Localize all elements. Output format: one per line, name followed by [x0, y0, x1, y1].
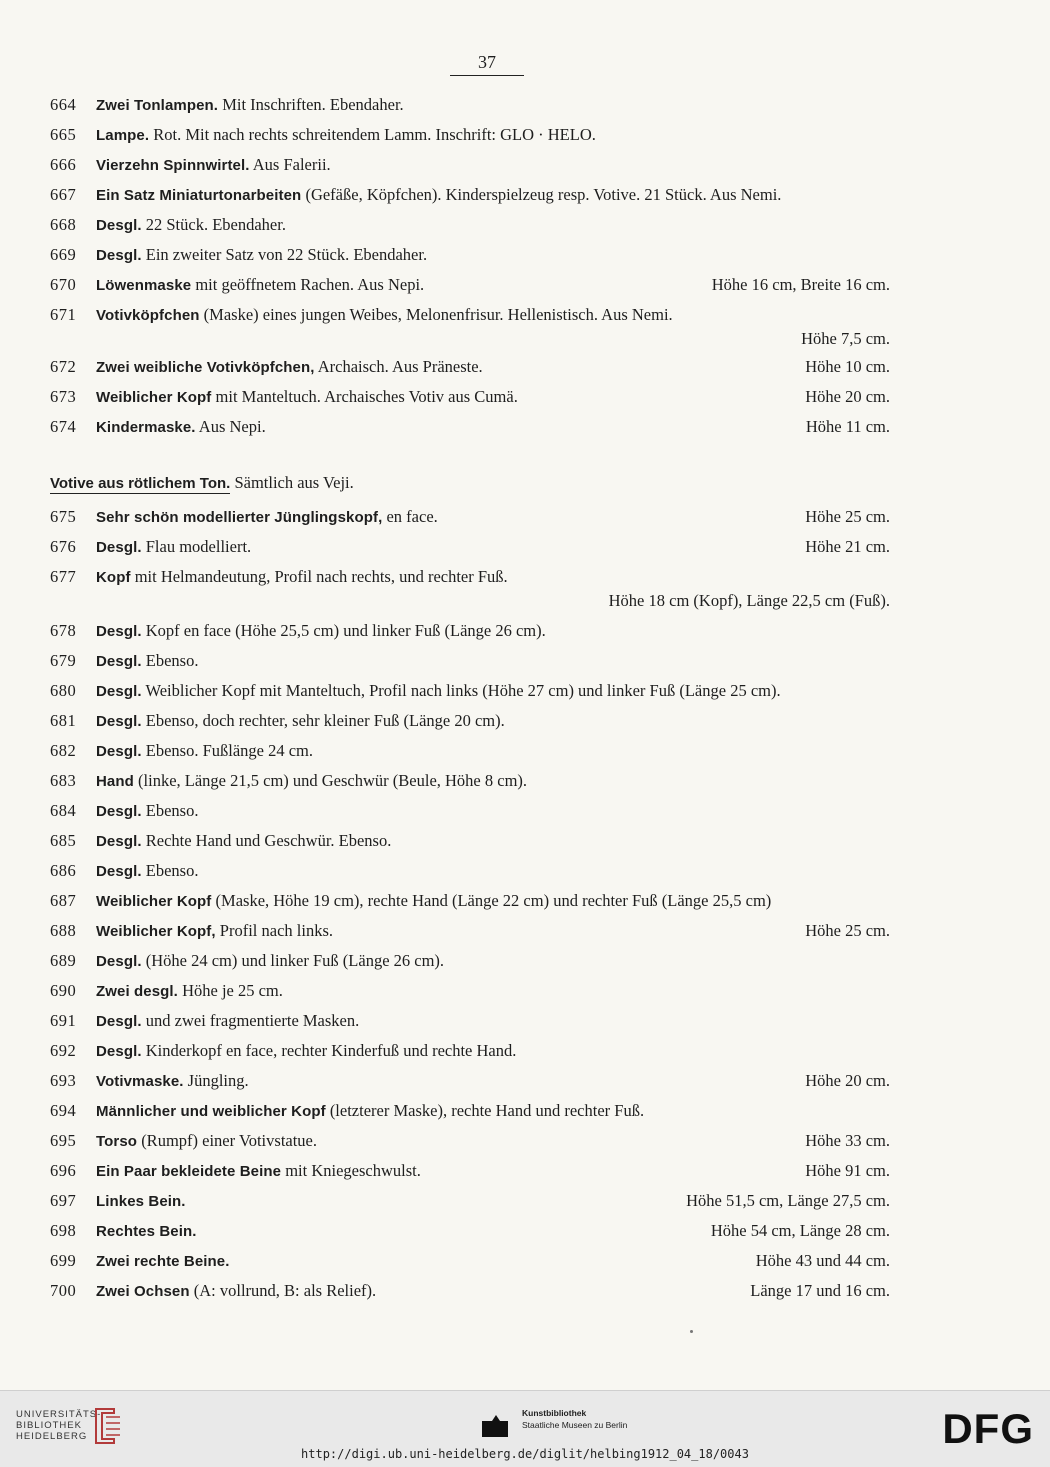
page-number: 37	[450, 52, 524, 76]
entry-description	[96, 1130, 317, 1153]
entry-number: 672	[50, 357, 77, 376]
entry-text: mit Helmandeutung, Profil nach rechts, und rechter Fuß.	[130, 567, 508, 586]
section-heading	[50, 472, 354, 495]
catalog-entry	[0, 416, 1050, 438]
entry-text: Aus Falerii.	[249, 155, 331, 174]
entry-number: 674	[50, 417, 77, 436]
entry-description	[96, 124, 596, 147]
entry-number: 676	[50, 537, 77, 556]
catalog-entry	[0, 830, 1050, 852]
entry-number: 687	[50, 891, 77, 910]
entry-measurement: Höhe 25 cm.	[805, 507, 890, 526]
entry-number: 695	[50, 1131, 77, 1150]
entry-text: und zwei fragmentierte Masken.	[141, 1011, 360, 1030]
entry-text: mit Manteltuch. Archaisches Votiv aus Cumä.	[211, 387, 518, 406]
catalog-entry	[0, 860, 1050, 882]
entry-text: Profil nach links.	[215, 921, 333, 940]
entry-number: 698	[50, 1221, 77, 1240]
entry-title: Ein Satz Miniaturtonarbeiten	[96, 187, 302, 204]
entry-title: Weiblicher Kopf,	[96, 923, 216, 940]
entry-text: (letzterer Maske), rechte Hand und rechter Fuß.	[325, 1101, 645, 1120]
entry-title: Kopf	[96, 569, 131, 586]
catalog-entry	[0, 304, 1050, 326]
catalog-entry	[0, 244, 1050, 266]
entry-description	[96, 980, 283, 1003]
entry-description	[96, 244, 427, 267]
entry-description	[96, 1190, 186, 1213]
entry-text: Rot. Mit nach rechts schreitendem Lamm. Inschrift: GLO · HELO.	[149, 125, 596, 144]
entry-title: Kindermaske.	[96, 419, 196, 436]
entry-measurement: Höhe 33 cm.	[805, 1131, 890, 1150]
kb-subtitle: Staatliche Museen zu Berlin	[522, 1420, 628, 1430]
entry-description	[96, 620, 546, 643]
catalog-entry	[0, 950, 1050, 972]
entry-title: Desgl.	[96, 863, 142, 880]
catalog-entry	[0, 1070, 1050, 1092]
entry-number: 677	[50, 567, 77, 586]
entry-description	[96, 920, 333, 943]
catalog-entry	[0, 1160, 1050, 1182]
entry-description	[96, 416, 266, 439]
entry-number: 696	[50, 1161, 77, 1180]
entry-title: Desgl.	[96, 1043, 142, 1060]
entry-title: Weiblicher Kopf	[96, 893, 212, 910]
entry-text: Jüngling.	[183, 1071, 249, 1090]
entry-title: Desgl.	[96, 247, 142, 264]
catalog-entry	[0, 506, 1050, 528]
entry-text: Weiblicher Kopf mit Manteltuch, Profil nach links (Höhe 27 cm) und linker Fuß (Länge 25 cm).	[141, 681, 781, 700]
catalog-entry	[0, 1010, 1050, 1032]
catalog-entry	[0, 94, 1050, 116]
catalog-entry	[0, 620, 1050, 642]
catalog-entry	[0, 1220, 1050, 1242]
entry-number: 678	[50, 621, 77, 640]
entry-number: 668	[50, 215, 77, 234]
entry-title: Desgl.	[96, 833, 142, 850]
entry-title: Desgl.	[96, 217, 142, 234]
catalog-entry	[0, 356, 1050, 378]
entry-number: 686	[50, 861, 77, 880]
entry-number: 671	[50, 305, 77, 324]
entry-description	[96, 154, 331, 177]
entry-description	[96, 184, 781, 207]
entry-description	[96, 950, 444, 973]
entry-description	[96, 1040, 516, 1063]
entry-description	[96, 566, 508, 589]
entry-description	[96, 506, 438, 529]
entry-description	[96, 1100, 644, 1123]
entry-title: Desgl.	[96, 803, 142, 820]
entry-number: 689	[50, 951, 77, 970]
catalog-entry	[0, 386, 1050, 408]
entry-text: (linke, Länge 21,5 cm) und Geschwür (Beule, Höhe 8 cm).	[133, 771, 528, 790]
entry-description	[96, 94, 404, 117]
catalog-entry	[0, 566, 1050, 588]
entry-measurement: Höhe 10 cm.	[805, 357, 890, 376]
entry-number: 688	[50, 921, 77, 940]
catalog-entry	[0, 680, 1050, 702]
catalog-entry	[0, 154, 1050, 176]
entry-measurement: Höhe 54 cm, Länge 28 cm.	[710, 1221, 890, 1240]
entry-measurement: Länge 17 und 16 cm.	[750, 1281, 890, 1300]
entry-number: 683	[50, 771, 77, 790]
entry-text: (Rumpf) einer Votivstatue.	[137, 1131, 318, 1150]
entry-title: Zwei rechte Beine.	[96, 1253, 230, 1270]
entry-text: (Gefäße, Köpfchen). Kinderspielzeug resp. Votive. 21 Stück. Aus Nemi.	[301, 185, 782, 204]
uni-logo-line1: UNIVERSITÄTS-	[16, 1409, 102, 1420]
entry-number: 664	[50, 95, 77, 114]
uni-logo-line2: BIBLIOTHEK	[16, 1420, 82, 1431]
entry-description	[96, 740, 313, 763]
catalog-entry	[0, 770, 1050, 792]
catalog-entry	[0, 920, 1050, 942]
catalog-entry	[0, 214, 1050, 236]
catalog-entry	[0, 184, 1050, 206]
entry-title: Desgl.	[96, 953, 142, 970]
entry-title: Linkes Bein.	[96, 1193, 186, 1210]
catalog-entry	[0, 1130, 1050, 1152]
entry-description	[96, 770, 527, 793]
catalog-entry	[0, 1280, 1050, 1302]
entry-text: Ebenso. Fußlänge 24 cm.	[141, 741, 314, 760]
entry-title: Vierzehn Spinnwirtel.	[96, 157, 250, 174]
entry-description	[96, 800, 198, 823]
entry-text: Ein zweiter Satz von 22 Stück. Ebendaher.	[141, 245, 428, 264]
catalog-entry	[0, 890, 1050, 912]
catalog-entry	[0, 1190, 1050, 1212]
entry-description	[96, 650, 198, 673]
entry-text: Mit Inschriften. Ebendaher.	[218, 95, 404, 114]
entry-continuation	[0, 328, 1050, 350]
entry-number: 667	[50, 185, 77, 204]
entry-number: 693	[50, 1071, 77, 1090]
catalog-entry	[0, 1250, 1050, 1272]
entry-title: Desgl.	[96, 743, 142, 760]
entry-text: Kinderkopf en face, rechter Kinderfuß und rechte Hand.	[141, 1041, 517, 1060]
entry-description	[96, 1220, 197, 1243]
entry-title: Torso	[96, 1133, 138, 1150]
entry-description	[96, 860, 198, 883]
entry-title: Zwei weibliche Votivköpfchen,	[96, 359, 315, 376]
permalink-url[interactable]: http://digi.ub.uni-heidelberg.de/diglit/helbing1912_04_18/0043	[301, 1447, 749, 1461]
entry-measurement: Höhe 20 cm.	[805, 1071, 890, 1090]
speck	[690, 1330, 693, 1333]
catalog-entry	[0, 124, 1050, 146]
entry-title: Desgl.	[96, 539, 142, 556]
entry-number: 675	[50, 507, 77, 526]
footer-bar	[0, 1390, 1050, 1467]
entry-text: Ebenso, doch rechter, sehr kleiner Fuß (Länge 20 cm).	[141, 711, 505, 730]
entry-title: Desgl.	[96, 1013, 142, 1030]
entry-measurement: Höhe 16 cm, Breite 16 cm.	[711, 275, 890, 294]
entry-text: Kopf en face (Höhe 25,5 cm) und linker Fuß (Länge 26 cm).	[141, 621, 546, 640]
catalog-entry	[0, 710, 1050, 732]
entry-number: 682	[50, 741, 77, 760]
entry-description	[96, 680, 781, 703]
entry-text: mit geöffnetem Rachen. Aus Nepi.	[191, 275, 425, 294]
entry-description	[96, 386, 518, 409]
entry-measurement: Höhe 20 cm.	[805, 387, 890, 406]
entry-title: Zwei Ochsen	[96, 1283, 190, 1300]
entry-text: 22 Stück. Ebendaher.	[141, 215, 286, 234]
entry-text: (Höhe 24 cm) und linker Fuß (Länge 26 cm).	[141, 951, 445, 970]
kb-name: Kunstbibliothek	[522, 1408, 587, 1418]
entry-measurement: Höhe 91 cm.	[805, 1161, 890, 1180]
entry-description	[96, 214, 286, 237]
entry-title: Löwenmaske	[96, 277, 192, 294]
section-title: Votive aus rötlichem Ton.	[50, 475, 231, 492]
entry-measurement: Höhe 7,5 cm.	[801, 329, 890, 348]
entry-text: Aus Nepi.	[195, 417, 266, 436]
entry-text: Flau modelliert.	[141, 537, 252, 556]
entry-number: 700	[50, 1281, 77, 1300]
entry-description	[96, 304, 673, 327]
dfg-logo[interactable]: DFG	[942, 1405, 1034, 1452]
catalog-entry	[0, 1040, 1050, 1062]
entry-number: 665	[50, 125, 77, 144]
entry-title: Weiblicher Kopf	[96, 389, 212, 406]
entry-text: Ebenso.	[141, 801, 199, 820]
entry-number: 684	[50, 801, 77, 820]
entry-title: Lampe.	[96, 127, 150, 144]
entry-description	[96, 890, 771, 913]
entry-number: 697	[50, 1191, 77, 1210]
entry-number: 670	[50, 275, 77, 294]
entry-description	[96, 1250, 230, 1273]
entry-title: Desgl.	[96, 683, 142, 700]
entry-title: Rechtes Bein.	[96, 1223, 197, 1240]
entry-number: 690	[50, 981, 77, 1000]
entry-number: 691	[50, 1011, 77, 1030]
catalog-entry	[0, 980, 1050, 1002]
section-text: Sämtlich aus Veji.	[230, 473, 354, 492]
entry-text: mit Kniegeschwulst.	[281, 1161, 421, 1180]
entry-title: Desgl.	[96, 653, 142, 670]
entry-number: 681	[50, 711, 77, 730]
catalog-entry	[0, 536, 1050, 558]
entry-number: 692	[50, 1041, 77, 1060]
entry-description	[96, 1010, 359, 1033]
entry-description	[96, 274, 424, 297]
university-library-logo[interactable]	[16, 1409, 101, 1442]
entry-title: Votivköpfchen	[96, 307, 200, 324]
entry-text: Rechte Hand und Geschwür. Ebenso.	[141, 831, 392, 850]
entry-title: Votivmaske.	[96, 1073, 184, 1090]
university-seal-icon	[92, 1405, 124, 1445]
entry-text: Höhe je 25 cm.	[177, 981, 283, 1000]
entry-text: (Maske, Höhe 19 cm), rechte Hand (Länge 22 cm) und rechter Fuß (Länge 25,5 cm)	[211, 891, 772, 910]
entry-text: (Maske) eines jungen Weibes, Melonenfrisur. Hellenistisch. Aus Nemi.	[199, 305, 673, 324]
entry-description	[96, 1280, 376, 1303]
catalog-entry	[0, 1100, 1050, 1122]
entry-title: Männlicher und weiblicher Kopf	[96, 1103, 326, 1120]
entry-text: Ebenso.	[141, 651, 199, 670]
entry-description	[96, 356, 483, 379]
entry-title: Sehr schön modellierter Jünglingskopf,	[96, 509, 383, 526]
entry-title: Desgl.	[96, 713, 142, 730]
entry-measurement: Höhe 18 cm (Kopf), Länge 22,5 cm (Fuß).	[608, 591, 890, 610]
catalog-entry	[0, 740, 1050, 762]
entry-title: Desgl.	[96, 623, 142, 640]
entry-number: 694	[50, 1101, 77, 1120]
entry-measurement: Höhe 43 und 44 cm.	[755, 1251, 890, 1270]
entry-number: 669	[50, 245, 77, 264]
entry-text: en face.	[382, 507, 438, 526]
entry-description	[96, 710, 505, 733]
entry-text: Archaisch. Aus Präneste.	[314, 357, 483, 376]
entry-title: Zwei Tonlampen.	[96, 97, 219, 114]
entry-description	[96, 830, 391, 853]
entry-measurement: Höhe 11 cm.	[805, 417, 890, 436]
entry-measurement: Höhe 25 cm.	[805, 921, 890, 940]
entry-continuation	[0, 590, 1050, 612]
entry-number: 685	[50, 831, 77, 850]
kunstbibliothek-mark-icon	[480, 1413, 510, 1439]
uni-logo-line3: HEIDELBERG	[16, 1431, 88, 1442]
catalog-entry	[0, 800, 1050, 822]
entry-number: 679	[50, 651, 77, 670]
entry-number: 673	[50, 387, 77, 406]
catalog-entry	[0, 274, 1050, 296]
entry-number: 666	[50, 155, 77, 174]
entry-description	[96, 1070, 249, 1093]
entry-number: 699	[50, 1251, 77, 1270]
entry-description	[96, 1160, 421, 1183]
entry-text: (A: vollrund, B: als Relief).	[189, 1281, 377, 1300]
entry-title: Ein Paar bekleidete Beine	[96, 1163, 282, 1180]
entry-description	[96, 536, 251, 559]
entry-measurement: Höhe 21 cm.	[805, 537, 890, 556]
entry-number: 680	[50, 681, 77, 700]
catalog-entry	[0, 650, 1050, 672]
entry-title: Hand	[96, 773, 134, 790]
entry-title: Zwei desgl.	[96, 983, 178, 1000]
entry-text: Ebenso.	[141, 861, 199, 880]
entry-measurement: Höhe 51,5 cm, Länge 27,5 cm.	[686, 1191, 890, 1210]
